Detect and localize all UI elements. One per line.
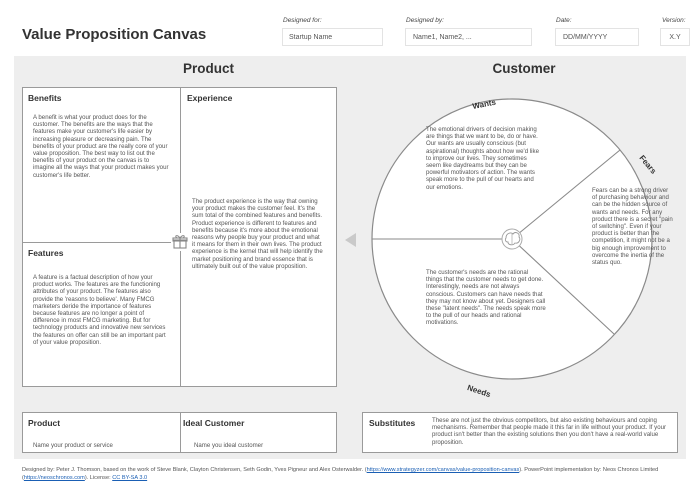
bottom-product-label: Product xyxy=(28,418,61,428)
benefits-title: Benefits xyxy=(28,93,62,103)
ideal-customer-label: Ideal Customer xyxy=(183,418,245,428)
product-horizontal-divider xyxy=(23,242,180,243)
fears-label: Fears xyxy=(637,153,659,176)
product-square xyxy=(22,87,337,387)
designed-by-field[interactable]: Name1, Name2, ... xyxy=(405,28,532,46)
gift-icon xyxy=(171,233,189,251)
benefits-text[interactable]: A benefit is what your product does for the customer. The benefits are the ways that the features make your customer's life easier by increasing pleasure or decreasing pain. The benefits of your product are the really core of your value proposition. The best way to list out the benefits of your product on the canvas is to imagine all the ways that your product makes your customer's life better. xyxy=(33,114,169,179)
triangle-left-icon xyxy=(345,233,357,247)
experience-title: Experience xyxy=(187,93,233,103)
experience-text[interactable]: The product experience is the way that owning your product makes the customer feel. It's the sum total of the combined features and benefits. Product experience is different to features and benefits because it's more about the emotional reasons why people buy your product and what it means for them in their own lives. The product experience is the kernel that will help identify the market positioning and brand essence that is ultimately built out of the value proposition. xyxy=(192,198,323,270)
ideal-customer-field[interactable]: Name you ideal customer xyxy=(194,442,264,449)
substitutes-text[interactable]: These are not just the obvious competitors, but also existing behaviours and coping mechanisms. Remember that people made it this far in life without your product. If your product isn't better than the existing solutions then you don't have a real-world value proposition. xyxy=(432,417,667,446)
product-heading: Product xyxy=(182,61,234,76)
designed-for-label: Designed for: xyxy=(283,17,322,24)
version-field[interactable]: X.Y xyxy=(660,28,690,46)
bottom-product-panel xyxy=(22,412,337,453)
wants-text[interactable]: The emotional drivers of decision making are things that we want to be, do or have. Our wants are usually conscious (but aspirational) thoughts about how we'd like to improve our lives. They sometimes seem like daydreams but they can be powerful motivators of action. The wants speak more to the pull of our hearts and our emotions. xyxy=(426,126,539,191)
needs-label: Needs xyxy=(466,383,492,400)
date-label: Date: xyxy=(556,17,572,24)
designed-by-label: Designed by: xyxy=(406,17,444,24)
substitutes-label: Substitutes xyxy=(369,418,416,428)
features-text[interactable]: A feature is a factual description of how your product works. The features are the functioning attributes of your product. The features also provide the 'reasons to believe'. Many FMCG marketers deride the importance of features because features are no longer a point of difference in most FMCG marketing. But for technology products and innovative new services the features on offer can still be an important part of your value proposition. xyxy=(33,274,166,346)
footer-text-2: ). PowerPoint implementation by: Neos Chronos Limited ( xyxy=(22,467,659,481)
product-name-field[interactable]: Name your product or service xyxy=(33,442,113,449)
bottom-product-divider xyxy=(180,413,181,452)
footer-credits xyxy=(22,466,682,482)
brain-icon xyxy=(502,229,522,249)
customer-heading: Customer xyxy=(492,61,556,76)
date-field[interactable]: DD/MM/YYYY xyxy=(555,28,639,46)
footer-text-3: ). License: xyxy=(84,475,113,481)
fears-text[interactable]: Fears can be a strong driver of purchasing behaviour and can be the hidden source of wants and needs. For any product there is a secret "pain of switching". Even if your product is better than the competition, it might not be a big enough improvement to overcome the inertia of the status quo. xyxy=(592,187,673,267)
neoschronos-link[interactable]: https://neoschronos.com xyxy=(23,475,85,481)
wants-label: Wants xyxy=(471,97,497,111)
strategyzer-link[interactable]: https://www.strategyzer.com/canvas/value-proposition-canvas xyxy=(366,467,520,473)
designed-for-field[interactable]: Startup Name xyxy=(282,28,383,46)
features-title: Features xyxy=(28,248,64,258)
substitutes-panel xyxy=(362,412,678,453)
license-link[interactable]: CC BY-SA 3.0 xyxy=(112,475,148,481)
page-title: Value Proposition Canvas xyxy=(22,26,207,43)
needs-text[interactable]: The customer's needs are the rational things that the customer needs to get done. Interestingly, needs are not always conscious. Customers can have needs that they may not know about yet. Designers call these "latent needs". The needs speak more to the pull of our heads and rational motivations. xyxy=(426,269,546,327)
footer-text-1: Designed by: Peter J. Thomson, based on the work of Steve Blank, Clayton Christensen, Seth Godin, Yves Pigneur and Alex Osterwalder. ( xyxy=(22,467,367,473)
version-label: Version: xyxy=(662,17,686,24)
